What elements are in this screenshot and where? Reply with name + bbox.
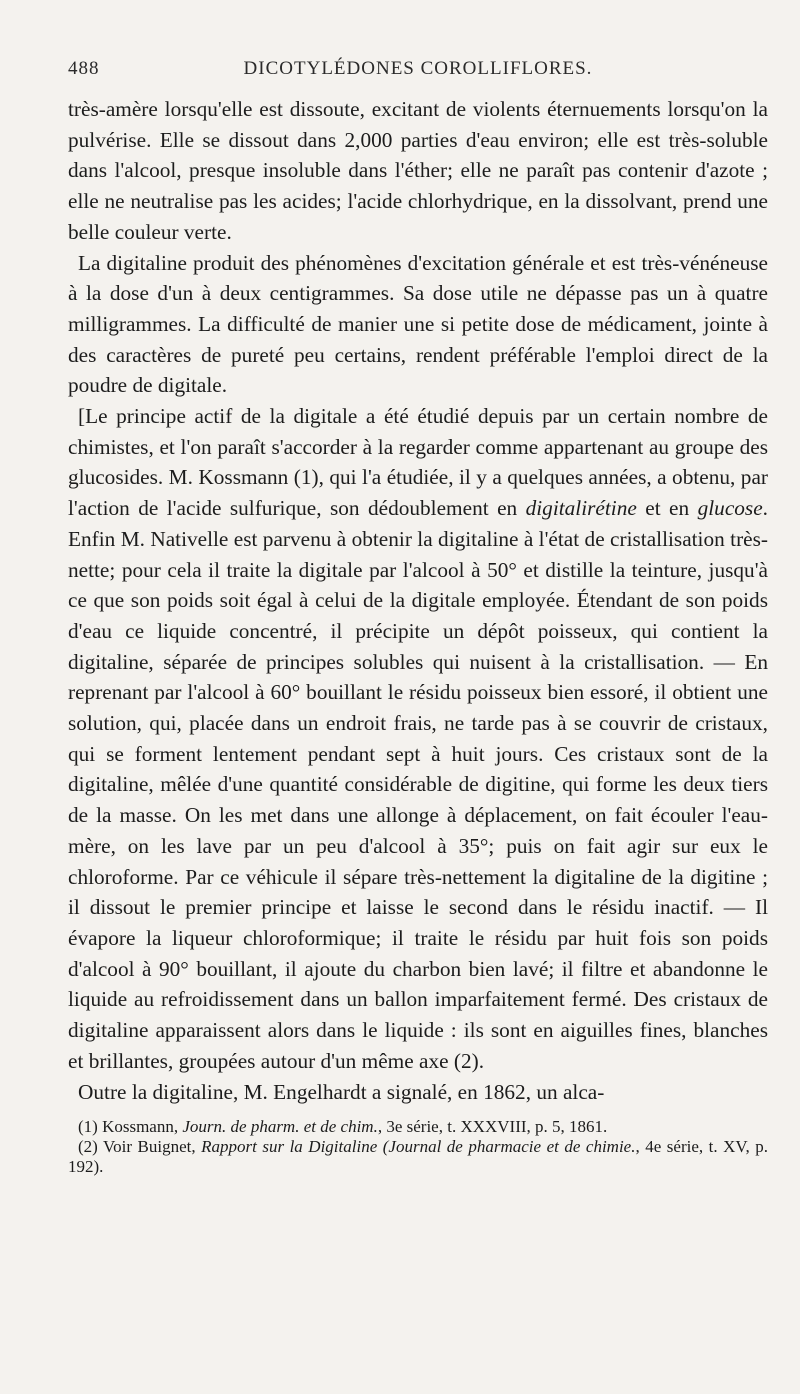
page-header [68, 58, 768, 88]
paragraph [68, 248, 768, 402]
text-run: (1) Kossmann, [78, 1117, 183, 1137]
text-run: . Enfin M. Nativelle est parvenu à obtenir la digitaline à l'état de cristallisation très-nette; pour cela il traite la digitale par l'alcool à 50° et distille la teinture, jusqu'à ce que son poids soit égal à celui de la digitale employée. Étendant de son poids d'eau ce liquide concentré, il précipite un dépôt poisseux, qui contient la digitaline, séparée de principes solubles qui nuisent à la cristallisation. — En reprenant par l'alcool à 60° bouillant le résidu poisseux bien essoré, il obtient une solution, qui, placée dans un endroit frais, ne tarde pas à se couvrir de cristaux, qui se forment lentement pendant sept à huit jours. Ces cristaux sont de la digitaline, mêlée d'une quantité considérable de digitine, qui forme les deux tiers de la masse. On les met dans une allonge à déplacement, on fait écouler l'eau-mère, on les lave par un peu d'alcool à 35°; puis on fait agir sur eux le chloroforme. Par ce véhicule il sépare très-nettement la digitaline de la digitine ; il dissout le premier principe et laisse le second dans le résidu inactif. — Il évapore la liqueur chloroformique; il traite le résidu par huit fois son poids d'alcool à 90° bouillant, il ajoute du charbon bien lavé; il filtre et abandonne le liquide au refroidissement dans un ballon imparfaitement fermé. Des cristaux de digitaline apparaissent alors dans le liquide : ils sont en aiguilles fines, blanches et brillantes, groupées autour d'un même axe (2). [68, 496, 768, 1073]
text-run: et en [636, 496, 698, 521]
footnote [68, 1137, 768, 1177]
text-run: (2) Voir Buignet, [78, 1137, 202, 1157]
text-run: très-amère lorsqu'elle est dissoute, excitant de violents éternuements lorsqu'on la pulvérise. Elle se dissout dans 2,000 parties d'eau environ; elle est très-soluble dans l'alcool, presque insoluble dans l'éther; elle ne paraît pas contenir d'azote ; elle ne neutralise pas les acides; l'acide chlorhydrique, en la dissolvant, prend une belle couleur verte. [68, 97, 768, 244]
paragraph [68, 1077, 768, 1108]
text-run: , 3e série, t. XXXVIII, p. 5, 1861. [377, 1117, 608, 1137]
footnotes [68, 1117, 768, 1177]
paragraph [68, 94, 768, 248]
page-number: 488 [68, 58, 100, 79]
italic-text: glucose [697, 496, 763, 521]
text-run: Outre la digitaline, M. Engelhardt a signalé, en 1862, un alca- [78, 1079, 605, 1104]
italic-text: Rapport sur la Digitaline (Journal de pharmacie et de chimie. [201, 1137, 636, 1157]
italic-text: Journ. de pharm. et de chim. [182, 1117, 378, 1137]
text-run: La digitaline produit des phénomènes d'excitation générale et est très-vénéneuse à la dose d'un à deux centigrammes. Sa dose utile ne dépasse pas un à quatre milligrammes. La difficulté de manier une si petite dose de médicament, jointe à des caractères de pureté peu certains, rendent préférable l'emploi direct de la poudre de digitale. [68, 250, 768, 398]
italic-text: digitalirétine [525, 496, 637, 521]
footnote [68, 1117, 768, 1137]
paragraph [68, 401, 768, 1076]
text-run: , 4e série, t. XV, p. 192). [68, 1137, 768, 1177]
running-head: DICOTYLÉDONES COROLLIFLORES. [243, 58, 593, 79]
text-run: [Le principe actif de la digitale a été étudié depuis par un certain nombre de chimistes, et l'on paraît s'accorder à la regarder comme appartenant au groupe des glucosides. M. Kossmann (1), qui l'a étudiée, il y a quelques années, a obtenu, par l'action de l'acide sulfurique, son dédoublement en [68, 404, 768, 521]
body-text [68, 94, 768, 1107]
